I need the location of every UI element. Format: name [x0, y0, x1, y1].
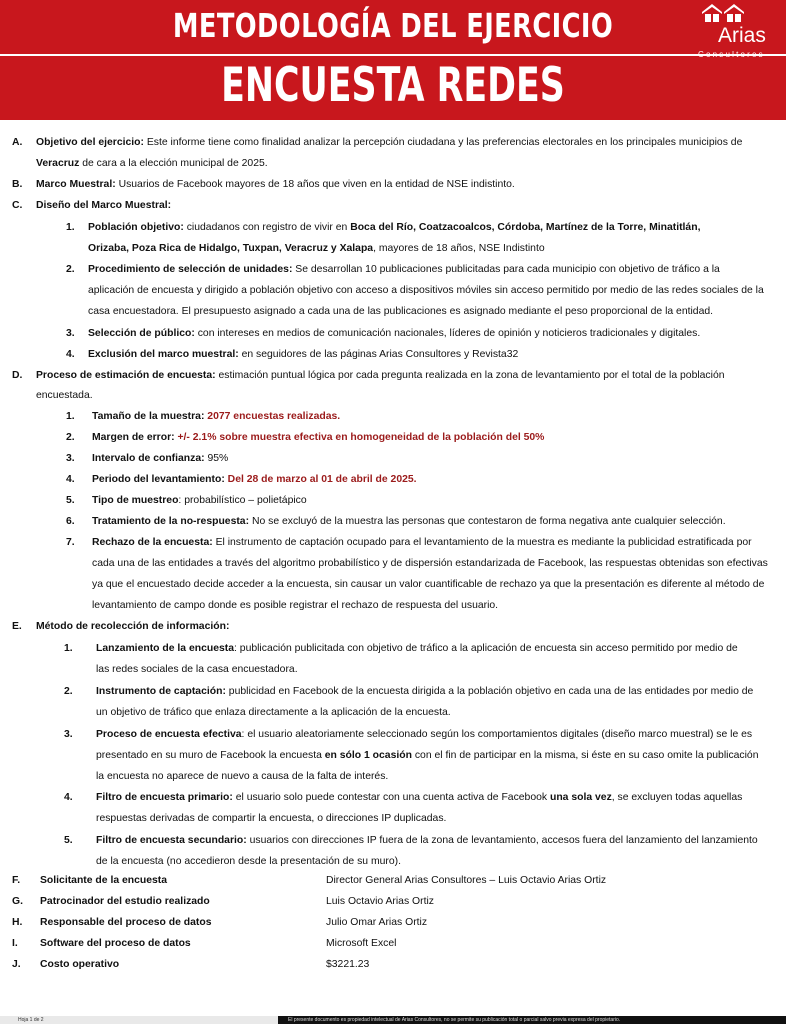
d5	[92, 490, 307, 511]
item-text: el usuario solo puede contestar con una cuenta activa de Facebook	[232, 792, 550, 803]
section-c-label	[36, 195, 171, 216]
item-label: Selección de público:	[88, 328, 195, 339]
item-text: presentado en su muro de Facebook la encuesta	[96, 750, 325, 761]
section-text: Usuarios de Facebook mayores de 18 años que viven en la entidad de NSE indistinto.	[115, 179, 515, 190]
section-letter: H.	[12, 917, 23, 928]
summary-value: Julio Omar Arias Ortiz	[326, 917, 428, 928]
summary-label: Solicitante de la encuesta	[40, 875, 168, 886]
section-letter: C.	[12, 200, 23, 211]
item-text: : publicación publicitada con objetivo de tráfico a la aplicación de encuesta sin acceso permitido por medio de	[234, 643, 738, 654]
item-number: 6.	[66, 516, 75, 527]
d7-line4: levantamiento de campo donde es posible registrar el rechazo de respuesta del usuario.	[92, 600, 499, 611]
item-label: Filtro de encuesta primario:	[96, 792, 233, 803]
item-number: 1.	[64, 643, 73, 654]
item-text: El instrumento de captación ocupado para el levantamiento de la muestra es mediante la publicidad estratificada por	[212, 537, 752, 548]
d6	[92, 511, 726, 532]
e1-line1	[96, 638, 738, 659]
section-letter: A.	[12, 137, 23, 148]
item-number: 1.	[66, 411, 75, 422]
summary-label: Software del proceso de datos	[40, 938, 191, 949]
item-number: 2.	[66, 432, 75, 443]
c4	[88, 344, 518, 365]
d7-line3: ya que el encuestado decide acceder a la encuesta, sin causar un valor cuantificable de rechazo ya que la presentación es diferente al método de	[92, 579, 765, 590]
summary-value: Director General Arias Consultores – Luis Octavio Arias Ortiz	[326, 875, 607, 886]
c2-line3: casa encuestadora. El presupuesto asignado a cada una de las publicaciones es asignado mediante el peso proporcional de la entidad.	[88, 306, 714, 317]
section-e-label	[36, 616, 229, 637]
item-text: , mayores de 18 años, NSE Indistinto	[373, 243, 545, 254]
summary-label: Costo operativo	[40, 959, 120, 970]
item-number: 7.	[66, 537, 75, 548]
section-label: Objetivo del ejercicio:	[36, 137, 144, 148]
e2-line2: un objetivo de tráfico que enlaza directamente a la aplicación de la encuesta.	[96, 707, 451, 718]
section-text: estimación puntual lógica por cada pregunta realizada en la zona de levantamiento por el total de la población	[215, 370, 725, 381]
item-text: con intereses en medios de comunicación nacionales, líderes de opinión y noticieros tradicionales y digitales.	[194, 328, 701, 339]
item-label: Margen de error:	[92, 432, 175, 443]
logo-subtitle: Consultores	[698, 50, 765, 59]
logo-name: Arias	[718, 24, 766, 47]
emphasis: una sola vez	[549, 792, 612, 803]
c1-line1	[88, 217, 700, 238]
e1-line2: las redes sociales de la casa encuestadora.	[96, 664, 298, 675]
emphasis: en sólo 1 ocasión	[324, 750, 412, 761]
section-letter: D.	[12, 370, 23, 381]
item-label: Exclusión del marco muestral:	[88, 349, 239, 360]
item-label: Población objetivo:	[88, 222, 184, 233]
item-number: 3.	[66, 453, 75, 464]
item-label: Tamaño de la muestra:	[92, 411, 205, 422]
item-text: : el usuario aleatoriamente seleccionado según los comportamientos digitales (diseño marco muestral) se le es	[241, 729, 753, 740]
c1-line2	[88, 238, 545, 259]
item-number: 4.	[66, 349, 75, 360]
section-letter: B.	[12, 179, 23, 190]
section-label: Proceso de estimación de encuesta:	[36, 370, 216, 381]
logo-mark-icon	[702, 2, 746, 24]
e3-line2	[96, 745, 758, 766]
e4-line2: respuestas derivadas de compartir la encuesta, o direcciones IP duplicadas.	[96, 813, 447, 824]
item-number: 3.	[66, 328, 75, 339]
summary-value: Microsoft Excel	[326, 938, 397, 949]
section-label: Marco Muestral:	[36, 179, 116, 190]
c3	[88, 323, 700, 344]
item-text: con el fin de participar en la misma, si éste en su caso omite la publicación	[411, 750, 759, 761]
summary-value: $3221.23	[326, 959, 370, 970]
item-text: No se excluyó de la muestra las personas que contestaron de forma negativa ante cualquier selección.	[249, 516, 726, 527]
document-subtitle: ENCUESTA REDES	[221, 58, 565, 113]
item-label: Intervalo de confianza:	[92, 453, 205, 464]
municipality-list: Boca del Río, Coatzacoalcos, Córdoba, Martínez de la Torre, Minatitlán,	[350, 222, 701, 233]
section-letter: J.	[12, 959, 21, 970]
item-label: Periodo del levantamiento:	[92, 474, 225, 485]
section-letter: I.	[12, 938, 18, 949]
section-a-line2	[36, 153, 268, 174]
e2-line1	[96, 681, 753, 702]
item-number: 2.	[66, 264, 75, 275]
document-title: METODOLOGÍA DEL EJERCICIO	[172, 6, 614, 45]
section-d-line2: encuestada.	[36, 390, 93, 401]
item-label: Tratamiento de la no-respuesta:	[92, 516, 250, 527]
section-text: de cara a la elección municipal de 2025.	[79, 158, 268, 169]
item-number: 4.	[66, 474, 75, 485]
margin-of-error: +/- 2.1% sobre muestra efectiva en homogeneidad de la población del 50%	[174, 432, 545, 443]
section-text: Este informe tiene como finalidad analizar la percepción ciudadana y las preferencias electorales en los principales municipios de	[143, 137, 743, 148]
item-label: Procedimiento de selección de unidades:	[88, 264, 293, 275]
summary-value: Luis Octavio Arias Ortiz	[326, 896, 434, 907]
item-label: Instrumento de captación:	[96, 686, 226, 697]
item-label: Lanzamiento de la encuesta	[96, 643, 235, 654]
header-divider	[0, 54, 786, 56]
c2-line2: aplicación de encuesta y dirigido a población objetivo con acceso a dispositivos móviles sin acceso permitido por medio de las redes sociales de la	[88, 285, 764, 296]
municipality-list: Orizaba, Poza Rica de Hidalgo, Tuxpan, Veracruz y Xalapa	[88, 243, 374, 254]
item-text: Se desarrollan 10 publicaciones publicitadas para cada municipio con objetivo de tráfico a la	[292, 264, 720, 275]
section-a-line1	[36, 132, 778, 153]
d1	[92, 406, 340, 427]
item-number: 2.	[64, 686, 73, 697]
header-banner	[0, 0, 786, 120]
d7-line1	[92, 532, 752, 553]
state-name: Veracruz	[36, 158, 80, 169]
confidence-interval: 95%	[204, 453, 229, 464]
item-number: 5.	[66, 495, 75, 506]
item-text: en seguidores de las páginas Arias Consultores y Revista32	[238, 349, 519, 360]
c2-line1	[88, 259, 720, 280]
company-logo	[696, 2, 776, 60]
section-letter: G.	[12, 896, 23, 907]
section-letter: F.	[12, 875, 21, 886]
e3-line1	[96, 724, 752, 745]
d4	[92, 469, 417, 490]
section-letter: E.	[12, 621, 22, 632]
item-label: Filtro de encuesta secundario:	[96, 835, 247, 846]
e5-line1	[96, 830, 758, 851]
survey-period: Del 28 de marzo al 01 de abril de 2025.	[224, 474, 417, 485]
e3-line3: la encuesta no aparece de nuevo a causa de la falta de interés.	[96, 771, 389, 782]
section-b	[36, 174, 515, 195]
item-number: 3.	[64, 729, 73, 740]
item-label: Rechazo de la encuesta:	[92, 537, 213, 548]
section-label: Diseño del Marco Muestral:	[36, 200, 172, 211]
item-text: , se excluyen todas aquellas	[611, 792, 743, 803]
d7-line2: cada una de las entidades a través del algoritmo probabilístico y de dispersión estandarizada de Facebook, las respuestas obtenidas son efectivas	[92, 558, 768, 569]
item-text: : probabilístico – polietápico	[178, 495, 307, 506]
item-label: Tipo de muestreo	[92, 495, 179, 506]
footer-disclaimer: El presente documento es propiedad intelectual de Arias Consultores, no se permite su publicación total o parcial salvo previa expresa del propietario.	[278, 1016, 786, 1024]
e5-line2: de la encuesta (no accedieron desde la presentación de su muro).	[96, 856, 401, 867]
page-indicator: Hoja 1 de 2	[18, 1017, 44, 1023]
item-number: 1.	[66, 222, 75, 233]
item-number: 5.	[64, 835, 73, 846]
d2	[92, 427, 544, 448]
sample-size: 2077 encuestas realizadas.	[204, 411, 341, 422]
section-d-line1	[36, 365, 725, 386]
summary-label: Responsable del proceso de datos	[40, 917, 212, 928]
e4-line1	[96, 787, 742, 808]
d3	[92, 448, 228, 469]
item-label: Proceso de encuesta efectiva	[96, 729, 242, 740]
item-number: 4.	[64, 792, 73, 803]
section-label: Método de recolección de información:	[36, 621, 230, 632]
item-text: publicidad en Facebook de la encuesta dirigida a la población objetivo en cada una de las entidades por medio de	[225, 686, 754, 697]
summary-label: Patrocinador del estudio realizado	[40, 896, 210, 907]
item-text: usuarios con direcciones IP fuera de la zona de levantamiento, accesos fuera del lanzamiento del lanzamiento	[246, 835, 758, 846]
item-text: ciudadanos con registro de vivir en	[183, 222, 351, 233]
